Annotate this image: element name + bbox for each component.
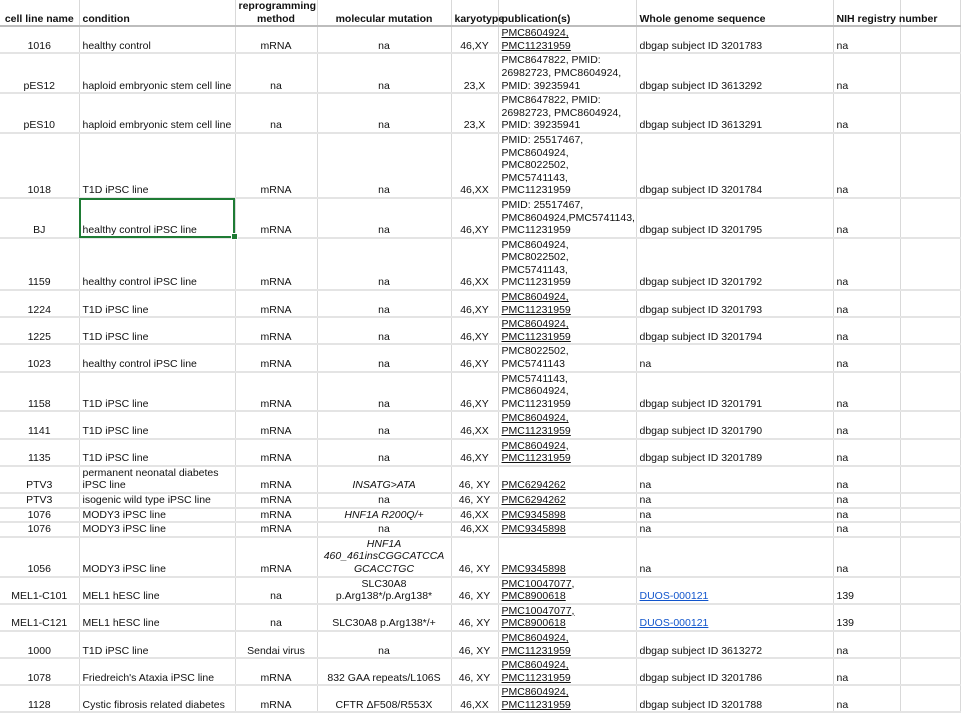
reprogramming-method-cell[interactable]: mRNA	[235, 658, 317, 685]
empty-cell[interactable]	[900, 411, 960, 438]
cell-line-name-cell[interactable]: 1023	[0, 344, 79, 371]
cell-line-name-cell[interactable]: 1159	[0, 238, 79, 290]
header-nih-registry[interactable]: NIH registry number	[833, 0, 900, 26]
table-row	[0, 93, 960, 133]
molecular-mutation-cell[interactable]: na	[317, 26, 451, 53]
publications-cell[interactable]: PMC8604924, PMC11231959	[498, 290, 636, 317]
publications-cell[interactable]: PMC10047077, PMC8900618	[498, 577, 636, 604]
empty-cell[interactable]	[900, 93, 960, 133]
whole-genome-sequence-cell[interactable]: dbgap subject ID 3201795	[636, 198, 833, 238]
cell-line-name-cell[interactable]: 1016	[0, 26, 79, 53]
whole-genome-sequence-cell[interactable]: dbgap subject ID 3201794	[636, 317, 833, 344]
condition-cell[interactable]: haploid embryonic stem cell line	[79, 93, 235, 133]
karyotype-cell[interactable]: 46, XY	[451, 604, 498, 631]
molecular-mutation-cell[interactable]: CFTR ΔF508/R553X	[317, 685, 451, 712]
table-row	[0, 344, 960, 371]
nih-registry-cell[interactable]: na	[833, 685, 900, 712]
whole-genome-sequence-cell[interactable]: dbgap subject ID 3201790	[636, 411, 833, 438]
condition-cell[interactable]: T1D iPSC line	[79, 631, 235, 658]
karyotype-cell[interactable]: 46, XY	[451, 631, 498, 658]
table-body	[0, 26, 960, 712]
nih-registry-cell[interactable]: na	[833, 344, 900, 371]
karyotype-cell[interactable]: 46,XY	[451, 344, 498, 371]
header-whole-genome-sequence[interactable]: Whole genome sequence	[636, 0, 833, 26]
publications-cell[interactable]: PMC8647822, PMID: 26982723, PMC8604924, PMID: 39235941	[498, 53, 636, 93]
publications-cell[interactable]: PMID: 25517467, PMC8604924,PMC5741143, PMC11231959	[498, 198, 636, 238]
molecular-mutation-cell[interactable]: HNF1A 460_461insCGGCATCCA GCACCTGC	[317, 537, 451, 577]
nih-registry-cell[interactable]: na	[833, 537, 900, 577]
molecular-mutation-cell[interactable]: SLC30A8 p.Arg138*/p.Arg138*	[317, 577, 451, 604]
table-row	[0, 317, 960, 344]
condition-cell[interactable]: T1D iPSC line	[79, 372, 235, 412]
karyotype-cell[interactable]: 46,XY	[451, 372, 498, 412]
nih-registry-cell[interactable]: na	[833, 372, 900, 412]
publications-cell[interactable]: PMC8604924, PMC11231959	[498, 685, 636, 712]
table-row	[0, 522, 960, 537]
cell-line-name-cell[interactable]: pES12	[0, 53, 79, 93]
molecular-mutation-cell[interactable]: na	[317, 93, 451, 133]
empty-cell[interactable]	[900, 522, 960, 537]
karyotype-cell[interactable]: 46, XY	[451, 577, 498, 604]
table-row	[0, 577, 960, 604]
whole-genome-sequence-cell[interactable]: na	[636, 537, 833, 577]
condition-cell[interactable]: T1D iPSC line	[79, 133, 235, 198]
publications-cell[interactable]: PMC6294262	[498, 493, 636, 508]
nih-registry-cell[interactable]: na	[833, 238, 900, 290]
publications-cell[interactable]: PMC8604924, PMC11231959	[498, 411, 636, 438]
reprogramming-method-cell[interactable]: na	[235, 577, 317, 604]
reprogramming-method-cell[interactable]: mRNA	[235, 238, 317, 290]
empty-cell[interactable]	[900, 577, 960, 604]
molecular-mutation-cell[interactable]: na	[317, 290, 451, 317]
molecular-mutation-cell[interactable]: na	[317, 493, 451, 508]
reprogramming-method-cell[interactable]: mRNA	[235, 317, 317, 344]
cell-line-name-cell[interactable]: 1056	[0, 537, 79, 577]
table-row	[0, 631, 960, 658]
nih-registry-cell[interactable]: na	[833, 508, 900, 523]
reprogramming-method-cell[interactable]: na	[235, 604, 317, 631]
condition-cell[interactable]: healthy control iPSC line	[79, 238, 235, 290]
nih-registry-cell[interactable]: na	[833, 493, 900, 508]
cell-line-name-cell[interactable]: 1000	[0, 631, 79, 658]
molecular-mutation-cell[interactable]: na	[317, 411, 451, 438]
nih-registry-cell[interactable]: 139	[833, 577, 900, 604]
reprogramming-method-cell[interactable]: mRNA	[235, 522, 317, 537]
publications-cell[interactable]: PMC8604924, PMC8022502, PMC5741143, PMC11231959	[498, 238, 636, 290]
cell-line-name-cell[interactable]: MEL1-C121	[0, 604, 79, 631]
cell-line-name-cell[interactable]: 1128	[0, 685, 79, 712]
whole-genome-sequence-cell[interactable]: dbgap subject ID 3201792	[636, 238, 833, 290]
condition-cell[interactable]: MODY3 iPSC line	[79, 522, 235, 537]
karyotype-cell[interactable]: 46,XX	[451, 685, 498, 712]
duos-link[interactable]: DUOS-000121	[639, 590, 709, 603]
molecular-mutation-cell[interactable]: na	[317, 439, 451, 466]
empty-cell[interactable]	[900, 198, 960, 238]
reprogramming-method-cell[interactable]: mRNA	[235, 26, 317, 53]
condition-cell[interactable]: T1D iPSC line	[79, 317, 235, 344]
molecular-mutation-cell[interactable]: na	[317, 238, 451, 290]
cell-line-name-cell[interactable]: PTV3	[0, 493, 79, 508]
table-row	[0, 290, 960, 317]
reprogramming-method-cell[interactable]: mRNA	[235, 439, 317, 466]
empty-cell[interactable]	[900, 439, 960, 466]
publications-cell[interactable]: PMC10047077, PMC8900618	[498, 604, 636, 631]
table-row	[0, 238, 960, 290]
table-row	[0, 198, 960, 238]
nih-registry-cell[interactable]: na	[833, 411, 900, 438]
whole-genome-sequence-cell[interactable]	[636, 604, 833, 631]
whole-genome-sequence-cell[interactable]: na	[636, 344, 833, 371]
whole-genome-sequence-cell[interactable]: na	[636, 466, 833, 493]
reprogramming-method-cell[interactable]: mRNA	[235, 344, 317, 371]
empty-cell[interactable]	[900, 631, 960, 658]
karyotype-cell[interactable]: 46,XX	[451, 508, 498, 523]
table-row	[0, 508, 960, 523]
header-molecular-mutation[interactable]: molecular mutation	[317, 0, 451, 26]
publications-cell[interactable]: PMC8604924, PMC11231959	[498, 631, 636, 658]
whole-genome-sequence-cell[interactable]: dbgap subject ID 3613272	[636, 631, 833, 658]
cell-line-name-cell[interactable]: BJ	[0, 198, 79, 238]
karyotype-cell[interactable]: 46,XY	[451, 198, 498, 238]
publications-cell[interactable]: PMC8604924, PMC11231959	[498, 317, 636, 344]
molecular-mutation-cell[interactable]: na	[317, 317, 451, 344]
publications-cell[interactable]: PMC9345898	[498, 522, 636, 537]
reprogramming-method-cell[interactable]: mRNA	[235, 508, 317, 523]
reprogramming-method-cell[interactable]: mRNA	[235, 133, 317, 198]
molecular-mutation-cell[interactable]: INSATG>ATA	[317, 466, 451, 493]
cell-line-name-cell[interactable]: 1224	[0, 290, 79, 317]
nih-registry-cell[interactable]: na	[833, 522, 900, 537]
reprogramming-method-cell[interactable]: na	[235, 53, 317, 93]
reprogramming-method-cell[interactable]: mRNA	[235, 372, 317, 412]
condition-cell[interactable]: MODY3 iPSC line	[79, 537, 235, 577]
cell-line-name-cell[interactable]: PTV3	[0, 466, 79, 493]
karyotype-cell[interactable]: 46,XY	[451, 439, 498, 466]
molecular-mutation-cell[interactable]: na	[317, 198, 451, 238]
reprogramming-method-cell[interactable]: mRNA	[235, 685, 317, 712]
empty-cell[interactable]	[900, 238, 960, 290]
condition-cell[interactable]: Friedreich's Ataxia iPSC line	[79, 658, 235, 685]
publications-cell[interactable]: PMID: 25517467, PMC8604924, PMC8022502, PMC5741143, PMC11231959	[498, 133, 636, 198]
condition-cell[interactable]: healthy control	[79, 26, 235, 53]
whole-genome-sequence-cell[interactable]	[636, 577, 833, 604]
reprogramming-method-cell[interactable]: mRNA	[235, 493, 317, 508]
cell-line-name-cell[interactable]: 1158	[0, 372, 79, 412]
table-row	[0, 466, 960, 493]
publications-cell[interactable]: PMC6294262	[498, 466, 636, 493]
nih-registry-cell[interactable]: na	[833, 290, 900, 317]
reprogramming-method-cell[interactable]: na	[235, 93, 317, 133]
condition-cell[interactable]: MEL1 hESC line	[79, 604, 235, 631]
molecular-mutation-cell[interactable]: na	[317, 372, 451, 412]
molecular-mutation-cell[interactable]: na	[317, 344, 451, 371]
molecular-mutation-cell[interactable]: HNF1A R200Q/+	[317, 508, 451, 523]
nih-registry-cell[interactable]: na	[833, 93, 900, 133]
nih-registry-cell[interactable]: na	[833, 26, 900, 53]
empty-cell[interactable]	[900, 344, 960, 371]
karyotype-cell[interactable]: 23,X	[451, 93, 498, 133]
empty-cell[interactable]	[900, 493, 960, 508]
whole-genome-sequence-cell[interactable]: dbgap subject ID 3201791	[636, 372, 833, 412]
table-row	[0, 604, 960, 631]
whole-genome-sequence-cell[interactable]: na	[636, 508, 833, 523]
publications-cell[interactable]: PMC8604924, PMC11231959	[498, 658, 636, 685]
empty-cell[interactable]	[900, 685, 960, 712]
table-row	[0, 26, 960, 53]
karyotype-cell[interactable]: 46, XY	[451, 493, 498, 508]
empty-cell[interactable]	[900, 658, 960, 685]
molecular-mutation-cell[interactable]: 832 GAA repeats/L106S	[317, 658, 451, 685]
empty-cell[interactable]	[900, 26, 960, 53]
condition-cell[interactable]: permanent neonatal diabetes iPSC line	[79, 466, 235, 493]
molecular-mutation-cell[interactable]: na	[317, 133, 451, 198]
publications-cell[interactable]: PMC9345898	[498, 508, 636, 523]
cell-line-name-cell[interactable]: 1141	[0, 411, 79, 438]
empty-cell[interactable]	[900, 537, 960, 577]
whole-genome-sequence-cell[interactable]: dbgap subject ID 3201783	[636, 26, 833, 53]
molecular-mutation-cell[interactable]: na	[317, 53, 451, 93]
nih-registry-cell[interactable]: na	[833, 133, 900, 198]
empty-cell[interactable]	[900, 372, 960, 412]
reprogramming-method-cell[interactable]: mRNA	[235, 537, 317, 577]
whole-genome-sequence-cell[interactable]: na	[636, 493, 833, 508]
molecular-mutation-cell[interactable]: na	[317, 631, 451, 658]
table-row	[0, 53, 960, 93]
reprogramming-method-cell[interactable]: mRNA	[235, 198, 317, 238]
whole-genome-sequence-cell[interactable]: dbgap subject ID 3201789	[636, 439, 833, 466]
whole-genome-sequence-cell[interactable]: na	[636, 522, 833, 537]
nih-registry-cell[interactable]: na	[833, 53, 900, 93]
table-row	[0, 439, 960, 466]
table-row	[0, 493, 960, 508]
reprogramming-method-cell[interactable]: Sendai virus	[235, 631, 317, 658]
karyotype-cell[interactable]: 46,XY	[451, 26, 498, 53]
empty-cell[interactable]	[900, 317, 960, 344]
molecular-mutation-cell[interactable]: SLC30A8 p.Arg138*/+	[317, 604, 451, 631]
nih-registry-cell[interactable]: na	[833, 439, 900, 466]
karyotype-cell[interactable]: 46,XX	[451, 133, 498, 198]
empty-cell[interactable]	[900, 508, 960, 523]
empty-cell[interactable]	[900, 466, 960, 493]
cell-line-name-cell[interactable]: 1135	[0, 439, 79, 466]
whole-genome-sequence-cell[interactable]: dbgap subject ID 3201784	[636, 133, 833, 198]
karyotype-cell[interactable]: 46, XY	[451, 537, 498, 577]
cell-line-name-cell[interactable]: MEL1-C101	[0, 577, 79, 604]
table-row	[0, 658, 960, 685]
condition-cell[interactable]: healthy control iPSC line	[79, 198, 235, 238]
karyotype-cell[interactable]: 46,XX	[451, 411, 498, 438]
whole-genome-sequence-cell[interactable]: dbgap subject ID 3201786	[636, 658, 833, 685]
table-row	[0, 411, 960, 438]
karyotype-cell[interactable]: 46,XX	[451, 522, 498, 537]
header-condition[interactable]: condition	[79, 0, 235, 26]
cell-line-name-cell[interactable]: 1076	[0, 508, 79, 523]
nih-registry-cell[interactable]: na	[833, 466, 900, 493]
empty-cell[interactable]	[900, 290, 960, 317]
condition-cell[interactable]: T1D iPSC line	[79, 290, 235, 317]
condition-cell[interactable]: MODY3 iPSC line	[79, 508, 235, 523]
condition-cell[interactable]: Cystic fibrosis related diabetes	[79, 685, 235, 712]
karyotype-cell[interactable]: 23,X	[451, 53, 498, 93]
nih-registry-cell[interactable]: na	[833, 631, 900, 658]
whole-genome-sequence-cell[interactable]: dbgap subject ID 3613292	[636, 53, 833, 93]
publications-cell[interactable]: PMC8022502, PMC5741143	[498, 344, 636, 371]
nih-registry-cell[interactable]: 139	[833, 604, 900, 631]
karyotype-cell[interactable]: 46,XY	[451, 290, 498, 317]
header-reprogramming-method[interactable]: reprogramming method	[235, 0, 317, 26]
publications-cell[interactable]: PMC9345898	[498, 537, 636, 577]
karyotype-cell[interactable]: 46,XY	[451, 317, 498, 344]
table-row	[0, 372, 960, 412]
header-cell-line-name[interactable]: cell line name	[0, 0, 79, 26]
whole-genome-sequence-cell[interactable]: dbgap subject ID 3201788	[636, 685, 833, 712]
cell-line-name-cell[interactable]: 1078	[0, 658, 79, 685]
karyotype-cell[interactable]: 46,XX	[451, 238, 498, 290]
cell-line-name-cell[interactable]: pES10	[0, 93, 79, 133]
molecular-mutation-cell[interactable]: na	[317, 522, 451, 537]
header-karyotype[interactable]: karyotype	[451, 0, 498, 26]
cell-line-name-cell[interactable]: 1018	[0, 133, 79, 198]
table-row	[0, 685, 960, 712]
empty-cell[interactable]	[900, 604, 960, 631]
nih-registry-cell[interactable]: na	[833, 658, 900, 685]
empty-cell[interactable]	[900, 133, 960, 198]
table-row	[0, 133, 960, 198]
whole-genome-sequence-cell[interactable]: dbgap subject ID 3613291	[636, 93, 833, 133]
reprogramming-method-cell[interactable]: mRNA	[235, 290, 317, 317]
condition-cell[interactable]: haploid embryonic stem cell line	[79, 53, 235, 93]
cell-line-name-cell[interactable]: 1076	[0, 522, 79, 537]
publications-cell[interactable]: PMC8604924, PMC11231959	[498, 26, 636, 53]
reprogramming-method-cell[interactable]: mRNA	[235, 466, 317, 493]
publications-cell[interactable]: PMC8647822, PMID: 26982723, PMC8604924, PMID: 39235941	[498, 93, 636, 133]
publications-cell[interactable]: PMC8604924, PMC11231959	[498, 439, 636, 466]
condition-cell[interactable]: MEL1 hESC line	[79, 577, 235, 604]
table-row	[0, 537, 960, 577]
nih-registry-cell[interactable]: na	[833, 198, 900, 238]
condition-cell[interactable]: isogenic wild type iPSC line	[79, 493, 235, 508]
reprogramming-method-cell[interactable]: mRNA	[235, 411, 317, 438]
header-publications[interactable]: publication(s)	[498, 0, 636, 26]
publications-cell[interactable]: PMC5741143, PMC8604924, PMC11231959	[498, 372, 636, 412]
karyotype-cell[interactable]: 46, XY	[451, 658, 498, 685]
nih-registry-cell[interactable]: na	[833, 317, 900, 344]
condition-cell[interactable]: T1D iPSC line	[79, 439, 235, 466]
empty-cell[interactable]	[900, 53, 960, 93]
karyotype-cell[interactable]: 46, XY	[451, 466, 498, 493]
whole-genome-sequence-cell[interactable]: dbgap subject ID 3201793	[636, 290, 833, 317]
duos-link[interactable]: DUOS-000121	[639, 617, 709, 630]
condition-cell[interactable]: T1D iPSC line	[79, 411, 235, 438]
condition-cell[interactable]: healthy control iPSC line	[79, 344, 235, 371]
cell-line-name-cell[interactable]: 1225	[0, 317, 79, 344]
header-row	[0, 0, 960, 26]
